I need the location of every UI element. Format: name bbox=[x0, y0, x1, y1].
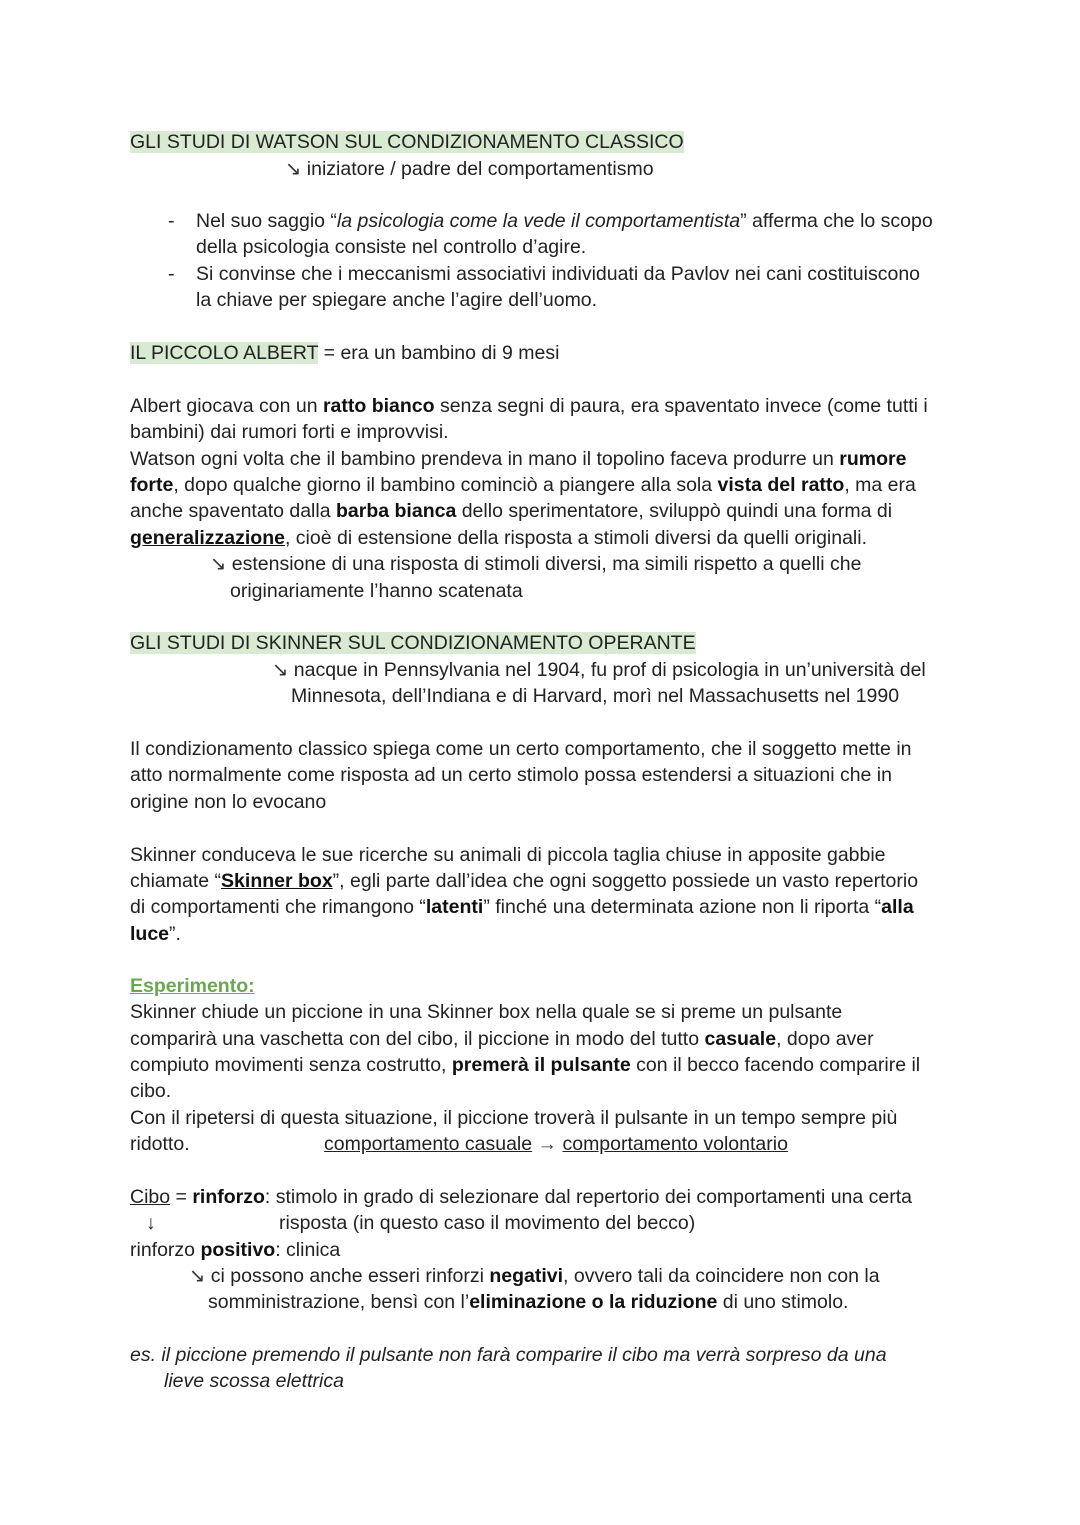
skinner-p1-line-1: Il condizionamento classico spiega come un certo comportamento, che il soggetto mette in bbox=[130, 738, 912, 760]
bullet-marker: - bbox=[168, 263, 175, 285]
albert-note-line-1: ↘ estensione di una risposta di stimoli diversi, ma simili rispetto a quelli che bbox=[210, 553, 862, 575]
skinner-section-title: GLI STUDI DI SKINNER SUL CONDIZIONAMENTO OPERANTE bbox=[130, 632, 696, 654]
albert-p2-line-1: Watson ogni volta che il bambino prendeva in mano il topolino faceva produrre un rumore bbox=[130, 448, 907, 470]
skinner-note-line-1: ↘ nacque in Pennsylvania nel 1904, fu prof di psicologia in un’università del bbox=[272, 659, 926, 681]
albert-note-line-2: originariamente l’hanno scatenata bbox=[230, 580, 523, 602]
watson-section-title: GLI STUDI DI WATSON SUL CONDIZIONAMENTO CLASSICO bbox=[130, 131, 684, 153]
watson-title-line bbox=[130, 129, 684, 155]
albert-p1-line-2: bambini) dai rumori forti e improvvisi. bbox=[130, 421, 449, 443]
skinner-box-term: Skinner box bbox=[221, 870, 333, 892]
generalizzazione-term: generalizzazione bbox=[130, 527, 285, 549]
albert-title-line: IL PICCOLO ALBERT = era un bambino di 9 mesi bbox=[130, 342, 560, 364]
watson-bullet-2-line-1: Si convinse che i meccanismi associativi individuati da Pavlov nei cani costituiscono bbox=[196, 263, 921, 285]
down-arrow-icon: ↓ bbox=[146, 1212, 156, 1234]
watson-subnote: ↘ iniziatore / padre del comportamentismo bbox=[285, 158, 654, 180]
rinforzo-line-1: Cibo = rinforzo: stimolo in grado di selezionare dal repertorio dei comportamenti una certa bbox=[130, 1186, 913, 1208]
example-line-1: es. il piccione premendo il pulsante non farà comparire il cibo ma verrà sorpreso da una bbox=[130, 1344, 887, 1366]
albert-p2-line-2: forte, dopo qualche giorno il bambino cominciò a piangere alla sola vista del ratto, ma era bbox=[130, 474, 916, 496]
esperimento-line-3: compiuto movimenti senza costrutto, premerà il pulsante con il becco facendo comparire il bbox=[130, 1054, 921, 1076]
behavior-flow: comportamento casuale → comportamento volontario bbox=[324, 1133, 788, 1155]
esperimento-line-4: cibo. bbox=[130, 1080, 172, 1102]
skinner-p2-line-2: chiamate “Skinner box”, egli parte dall’idea che ogni soggetto possiede un vasto repertorio bbox=[130, 870, 919, 892]
example-line-2: lieve scossa elettrica bbox=[164, 1370, 344, 1392]
sub-arrow-icon: ↘ bbox=[272, 659, 289, 681]
albert-p1-line-1: Albert giocava con un ratto bianco senza segni di paura, era spaventato invece (come tutti i bbox=[130, 395, 928, 417]
esperimento-line-6: ridotto. bbox=[130, 1133, 190, 1155]
skinner-p1-line-2: atto normalmente come risposta ad un certo stimolo possa estendersi a situazioni che in bbox=[130, 764, 892, 786]
sub-arrow-icon: ↘ bbox=[189, 1265, 206, 1287]
watson-bullet-1-line-1: Nel suo saggio “la psicologia come la vede il comportamentista” afferma che lo scopo bbox=[196, 210, 933, 232]
esperimento-line-2: comparirà una vaschetta con del cibo, il piccione in modo del tutto casuale, dopo aver bbox=[130, 1028, 874, 1050]
esperimento-line-1: Skinner chiude un piccione in una Skinner box nella quale se si preme un pulsante bbox=[130, 1001, 843, 1023]
esperimento-line-5: Con il ripetersi di questa situazione, il piccione troverà il pulsante in un tempo sempre più bbox=[130, 1107, 898, 1129]
watson-bullet-2-line-2: la chiave per spiegare anche l’agire dell’uomo. bbox=[196, 289, 598, 311]
sub-arrow-icon: ↘ bbox=[285, 158, 302, 180]
watson-bullet-1-line-2: della psicologia consiste nel controllo d’agire. bbox=[196, 236, 587, 258]
skinner-p2-line-1: Skinner conduceva le sue ricerche su animali di piccola taglia chiuse in apposite gabbie bbox=[130, 844, 886, 866]
albert-section-title: IL PICCOLO ALBERT bbox=[130, 342, 319, 364]
skinner-p2-line-3: di comportamenti che rimangono “latenti” finché una determinata azione non li riporta “alla bbox=[130, 896, 914, 918]
rinforzo-note-line-2: somministrazione, bensì con l’eliminazione o la riduzione di uno stimolo. bbox=[208, 1291, 849, 1313]
rinforzo-line-2: risposta (in questo caso il movimento del becco) bbox=[279, 1212, 696, 1234]
skinner-p2-line-4: luce”. bbox=[130, 923, 181, 945]
rinforzo-note-line-1: ↘ ci possono anche esseri rinforzi negativi, ovvero tali da coincidere non con la bbox=[189, 1265, 880, 1287]
right-arrow-icon: → bbox=[537, 1133, 558, 1155]
bullet-marker: - bbox=[168, 210, 175, 232]
skinner-note-line-2: Minnesota, dell’Indiana e di Harvard, morì nel Massachusetts nel 1990 bbox=[291, 685, 900, 707]
rinforzo-line-3: rinforzo positivo: clinica bbox=[130, 1239, 341, 1261]
esperimento-heading: Esperimento: bbox=[130, 975, 255, 997]
albert-p2-line-3: anche spaventato dalla barba bianca dello sperimentatore, sviluppò quindi una forma di bbox=[130, 500, 893, 522]
skinner-p1-line-3: origine non lo evocano bbox=[130, 791, 327, 813]
albert-p2-line-4: generalizzazione, cioè di estensione della risposta a stimoli diversi da quelli originali. bbox=[130, 527, 868, 549]
sub-arrow-icon: ↘ bbox=[210, 553, 227, 575]
skinner-title-line bbox=[130, 630, 696, 656]
